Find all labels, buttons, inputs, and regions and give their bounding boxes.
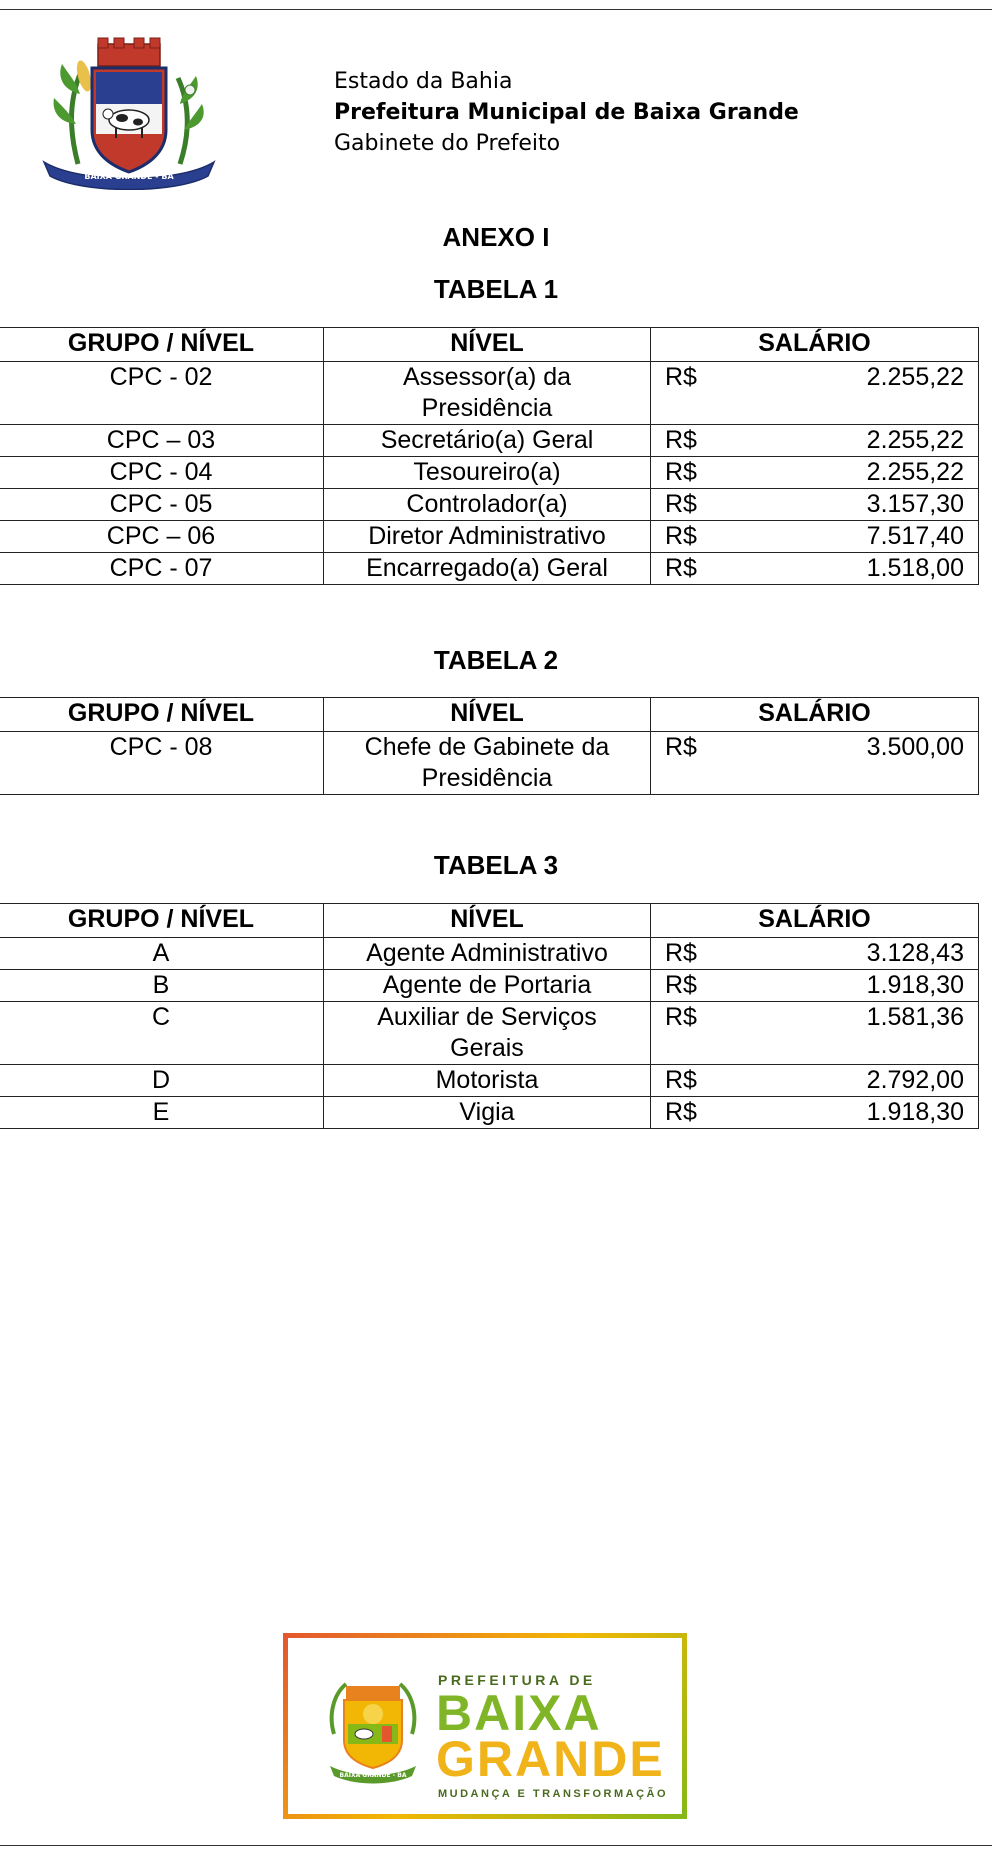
group-cell: D	[0, 1065, 324, 1097]
level-cell	[324, 457, 651, 489]
footer-logo-word1: BAIXA	[436, 1685, 602, 1741]
level-cell	[324, 1065, 651, 1097]
level-line: Secretário(a) Geral	[380, 426, 594, 454]
salary-cell	[651, 521, 979, 553]
salary-value: 3.157,30	[866, 490, 964, 518]
table-header-row	[0, 904, 979, 938]
level-line: Controlador(a)	[406, 490, 568, 518]
svg-text:BAIXA GRANDE - BA: BAIXA GRANDE - BA	[339, 1772, 407, 1779]
group-cell: CPC - 05	[0, 489, 324, 521]
table-row	[0, 489, 979, 521]
salary-cell	[651, 1002, 979, 1065]
salary-cell	[651, 362, 979, 425]
level-line: Motorista	[435, 1066, 539, 1094]
currency-symbol: R$	[665, 971, 697, 999]
footer-logo-prefix: PREFEITURA DE	[438, 1672, 596, 1688]
currency-symbol: R$	[665, 733, 697, 761]
level-line: Tesoureiro(a)	[413, 458, 561, 486]
salary-cell	[651, 489, 979, 521]
table-row	[0, 970, 979, 1002]
header-group: GRUPO / NÍVEL	[0, 328, 324, 362]
salary-cell	[651, 457, 979, 489]
level-cell	[324, 938, 651, 970]
salary-value: 3.128,43	[866, 939, 964, 967]
header-salary: SALÁRIO	[651, 698, 979, 732]
group-cell: CPC - 04	[0, 457, 324, 489]
level-line: Diretor Administrativo	[368, 522, 606, 550]
table-row	[0, 1065, 979, 1097]
header-group: GRUPO / NÍVEL	[0, 698, 324, 732]
bottom-rule	[0, 1845, 992, 1846]
group-cell: E	[0, 1097, 324, 1129]
level-cell	[324, 521, 651, 553]
salary-value: 1.918,30	[866, 1098, 964, 1126]
footer-logo-word2: GRANDE	[436, 1731, 665, 1787]
table-row	[0, 553, 979, 585]
level-cell	[324, 970, 651, 1002]
salary-cell	[651, 1065, 979, 1097]
currency-symbol: R$	[665, 363, 697, 391]
group-cell: CPC – 06	[0, 521, 324, 553]
level-line: Chefe de Gabinete da	[364, 733, 610, 761]
level-cell	[324, 1002, 651, 1065]
salary-table	[0, 327, 979, 585]
currency-symbol: R$	[665, 1098, 697, 1126]
level-cell	[324, 425, 651, 457]
salary-value: 2.255,22	[866, 426, 964, 454]
table-row	[0, 938, 979, 970]
footer-logo	[283, 1633, 687, 1819]
salary-cell	[651, 938, 979, 970]
group-cell: B	[0, 970, 324, 1002]
level-line: Agente Administrativo	[366, 939, 608, 967]
salary-value: 1.581,36	[866, 1003, 964, 1031]
header-group: GRUPO / NÍVEL	[0, 904, 324, 938]
header-text	[334, 66, 799, 159]
header-level: NÍVEL	[324, 698, 651, 732]
top-rule	[0, 9, 992, 10]
level-line: Assessor(a) da	[402, 363, 572, 391]
level-line: Vigia	[459, 1098, 515, 1126]
salary-value: 2.255,22	[866, 458, 964, 486]
group-cell: CPC - 07	[0, 553, 324, 585]
level-line: Agente de Portaria	[382, 971, 592, 999]
header-salary: SALÁRIO	[651, 904, 979, 938]
level-line: Encarregado(a) Geral	[366, 554, 608, 582]
table-title: TABELA 1	[433, 274, 559, 304]
currency-symbol: R$	[665, 1003, 697, 1031]
state-line: Estado da Bahia	[334, 69, 513, 94]
salary-value: 7.517,40	[866, 522, 964, 550]
level-cell	[324, 732, 651, 795]
currency-symbol: R$	[665, 1066, 697, 1094]
salary-cell	[651, 425, 979, 457]
office-line: Gabinete do Prefeito	[334, 131, 561, 156]
level-line: Auxiliar de Serviços	[377, 1003, 597, 1031]
salary-table	[0, 903, 979, 1129]
currency-symbol: R$	[665, 939, 697, 967]
salary-value: 1.918,30	[866, 971, 964, 999]
salary-value: 2.255,22	[866, 363, 964, 391]
group-cell: CPC – 03	[0, 425, 324, 457]
currency-symbol: R$	[665, 522, 697, 550]
group-cell: CPC - 08	[0, 732, 324, 795]
prefecture-line: Prefeitura Municipal de Baixa Grande	[334, 100, 799, 125]
table-row	[0, 732, 979, 795]
salary-value: 3.500,00	[866, 733, 964, 761]
salary-cell	[651, 732, 979, 795]
group-cell: C	[0, 1002, 324, 1065]
group-cell: CPC - 02	[0, 362, 324, 425]
footer-emblem-icon	[324, 1674, 422, 1786]
header-level: NÍVEL	[324, 328, 651, 362]
salary-value: 1.518,00	[866, 554, 964, 582]
salary-cell	[651, 1097, 979, 1129]
header-level: NÍVEL	[324, 904, 651, 938]
level-line: Presidência	[421, 764, 553, 792]
table-title: TABELA 3	[433, 850, 559, 880]
level-cell	[324, 553, 651, 585]
currency-symbol: R$	[665, 490, 697, 518]
level-cell	[324, 1097, 651, 1129]
level-cell	[324, 362, 651, 425]
table-row	[0, 362, 979, 425]
table-row	[0, 1002, 979, 1065]
table-row	[0, 457, 979, 489]
level-line: Presidência	[421, 394, 553, 422]
group-cell: A	[0, 938, 324, 970]
level-line: Gerais	[450, 1034, 524, 1062]
table-row	[0, 521, 979, 553]
salary-value: 2.792,00	[866, 1066, 964, 1094]
svg-text:BAIXA GRANDE - BA: BAIXA GRANDE - BA	[84, 172, 174, 181]
currency-symbol: R$	[665, 426, 697, 454]
footer-logo-slogan: MUDANÇA E TRANSFORMAÇÃO	[438, 1788, 669, 1800]
table-header-row	[0, 698, 979, 732]
level-cell	[324, 489, 651, 521]
table-row	[0, 1097, 979, 1129]
annex-title: ANEXO I	[442, 222, 550, 252]
salary-cell	[651, 553, 979, 585]
table-row	[0, 425, 979, 457]
salary-table	[0, 697, 979, 795]
currency-symbol: R$	[665, 554, 697, 582]
header-salary: SALÁRIO	[651, 328, 979, 362]
salary-cell	[651, 970, 979, 1002]
table-title: TABELA 2	[433, 645, 559, 675]
currency-symbol: R$	[665, 458, 697, 486]
municipal-crest-logo	[40, 34, 218, 190]
table-header-row	[0, 328, 979, 362]
